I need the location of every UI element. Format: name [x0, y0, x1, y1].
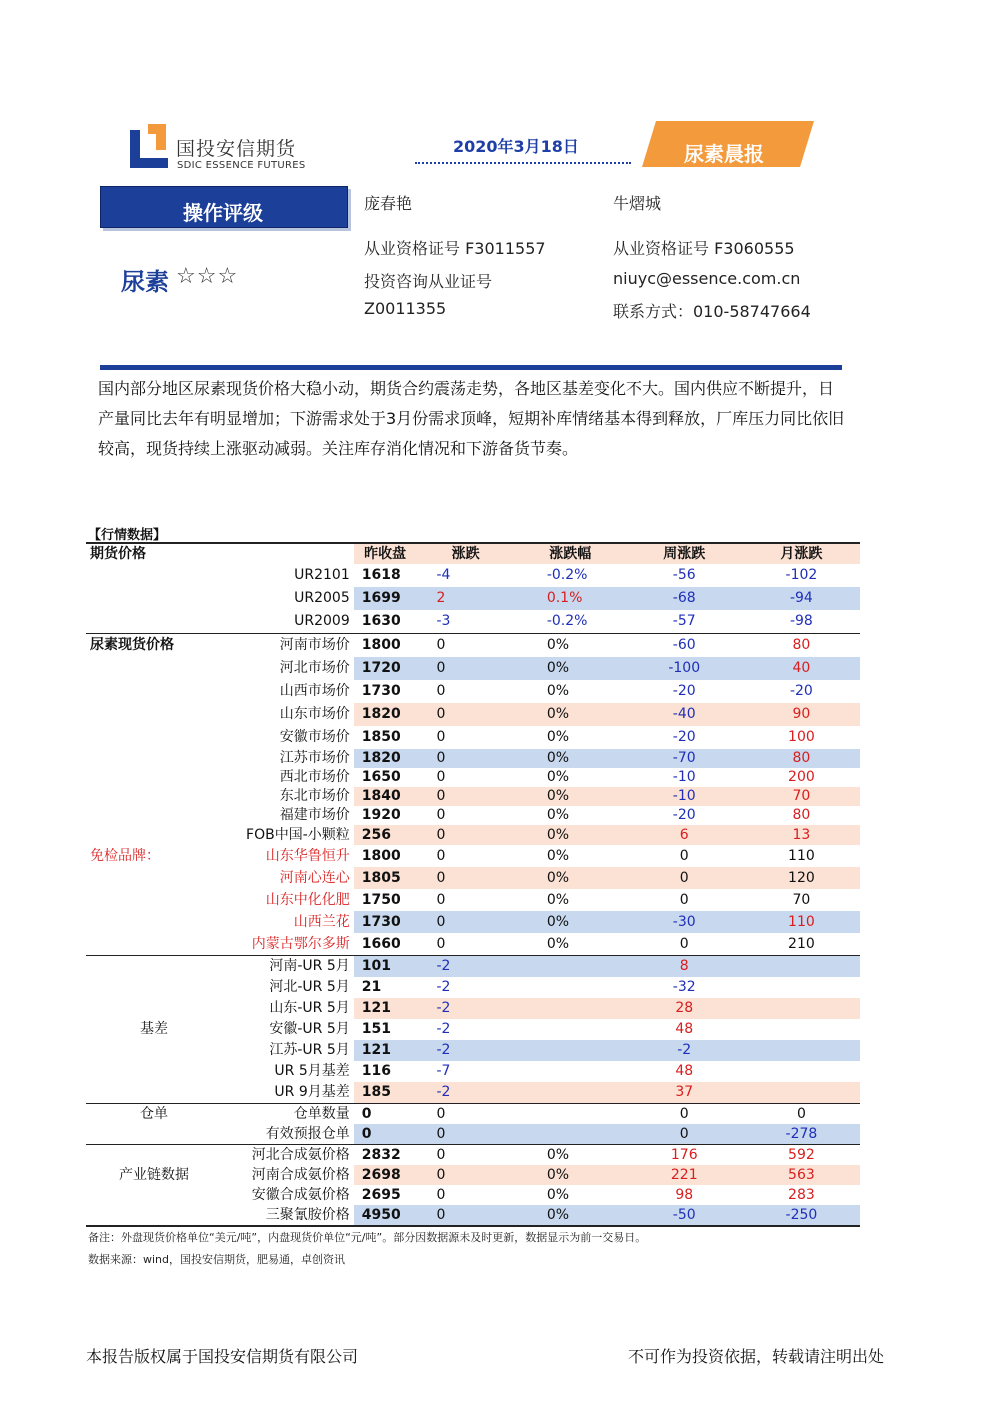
cell-prev: 116 — [361, 1063, 391, 1079]
cell-name: 河南市场价 — [222, 634, 354, 658]
cell-wk: -50 — [626, 1205, 743, 1226]
cell-wk: 98 — [675, 1187, 694, 1203]
cell-mo: 100 — [788, 729, 815, 745]
table-row — [86, 1165, 860, 1185]
cell-name: 山西市场价 — [279, 683, 350, 699]
cell-prev: 1800 — [354, 634, 417, 658]
cell-mo: 0 — [743, 1104, 860, 1125]
cell-wk: -32 — [672, 979, 696, 995]
header-cell: 涨跌 — [417, 543, 515, 564]
cell-chg: 0 — [417, 1104, 515, 1125]
cell-chg: 0 — [436, 807, 446, 823]
cell-grp — [86, 703, 222, 726]
cell-name: 有效预报仓单 — [265, 1126, 350, 1142]
cell-mo — [743, 977, 860, 998]
cell-wk: 0 — [626, 1124, 743, 1145]
cell-name: 安徽合成氨价格 — [251, 1187, 350, 1203]
cell-pct — [515, 1040, 626, 1061]
cell-wk: 48 — [675, 1063, 694, 1079]
table-row — [86, 768, 860, 787]
cell-chg: -2 — [417, 956, 515, 978]
cell-mo: 40 — [743, 657, 860, 680]
rating-stars: ☆☆☆ — [176, 264, 239, 289]
cell-mo: 70 — [743, 787, 860, 806]
table-row — [86, 956, 860, 978]
cell-grp: 产业链数据 — [118, 1167, 189, 1183]
cell-mo — [743, 998, 860, 1019]
summary-text: 国内部分地区尿素现货价格大稳小动，期货合约震荡走势，各地区基差变化不大。国内供应不断提升，日产量同比去年有明显增加；下游需求处于3月份需求顶峰，短期补库情绪基本得到释放，厂库压力同比依旧较高，现货持续上涨驱动减弱。关注库存消化情况和下游备货节奏。 — [98, 379, 845, 458]
cell-wk: -68 — [626, 587, 743, 610]
table-row — [86, 610, 860, 634]
cell-grp — [86, 1124, 222, 1145]
cell-wk: 0 — [679, 848, 689, 864]
cell-prev: 1750 — [361, 892, 401, 908]
cell-grp — [86, 1145, 222, 1166]
footer-copyright: 本报告版权属于国投安信期货有限公司 — [86, 1347, 359, 1366]
cell-chg: 0 — [417, 825, 515, 845]
cell-chg: -7 — [436, 1063, 451, 1079]
analyst2-cert: 从业资格证号 F3060555 — [613, 239, 795, 258]
cell-chg: 0 — [417, 703, 515, 726]
report-title: 尿素晨报 — [684, 142, 764, 166]
cell-wk: -20 — [672, 729, 696, 745]
cell-prev: 1805 — [354, 867, 417, 889]
cell-prev: 2832 — [354, 1145, 417, 1166]
cell-grp: 仓单 — [86, 1104, 222, 1125]
cell-pct: 0% — [515, 1165, 626, 1185]
cell-pct: 0% — [546, 848, 570, 864]
cell-name: 山东市场价 — [279, 706, 350, 722]
cell-wk: 0 — [626, 867, 743, 889]
cell-grp — [86, 610, 222, 634]
cell-grp — [86, 933, 222, 956]
cell-name: 东北市场价 — [279, 788, 350, 804]
cell-name: 安徽-UR 5月 — [269, 1021, 350, 1037]
cell-chg: 0 — [436, 892, 446, 908]
cell-wk: -70 — [626, 749, 743, 768]
cell-pct: 0% — [515, 825, 626, 845]
cell-pct: 0% — [546, 769, 570, 785]
cell-pct: 0% — [515, 749, 626, 768]
cell-name: 山西兰花 — [293, 914, 350, 930]
date-underline — [415, 162, 631, 164]
cell-prev: 1820 — [354, 749, 417, 768]
cell-name: UR 5月基差 — [274, 1063, 350, 1079]
cell-grp — [86, 1082, 222, 1104]
cell-wk: 6 — [626, 825, 743, 845]
cell-grp — [86, 806, 222, 825]
cell-name: 江苏-UR 5月 — [269, 1042, 350, 1058]
cell-name: 福建市场价 — [279, 807, 350, 823]
cell-prev: 1630 — [361, 613, 401, 629]
table-row — [86, 587, 860, 610]
cell-prev: 185 — [354, 1082, 417, 1104]
cell-name: 三聚氰胺价格 — [222, 1205, 354, 1226]
table-row — [86, 1205, 860, 1226]
cell-prev: 4950 — [354, 1205, 417, 1226]
cell-prev: 1650 — [361, 769, 401, 785]
table-note: 备注：外盘现货价格单位“美元/吨”，内盘现货价单位“元/吨”。部分因数据源未及时更新，数据显示为前一交易日。 — [88, 1231, 647, 1244]
cell-prev: 121 — [354, 998, 417, 1019]
cell-chg: 0 — [436, 936, 446, 952]
table-row — [86, 867, 860, 889]
cell-prev: 101 — [354, 956, 417, 978]
cell-name: 河北市场价 — [279, 660, 350, 676]
cell-pct: 0% — [546, 683, 570, 699]
cell-mo — [743, 1082, 860, 1104]
table-row — [86, 1082, 860, 1104]
cell-mo: 563 — [743, 1165, 860, 1185]
cell-name: 河南合成氨价格 — [251, 1167, 350, 1183]
cell-chg: 0 — [417, 867, 515, 889]
cell-chg: 0 — [417, 1124, 515, 1145]
cell-wk: 8 — [626, 956, 743, 978]
cell-wk: 0 — [679, 936, 689, 952]
cell-pct: -0.2% — [546, 613, 588, 629]
cell-mo: 283 — [788, 1187, 815, 1203]
cell-pct: 0% — [515, 634, 626, 658]
cell-chg: 0 — [417, 749, 515, 768]
cell-grp — [86, 680, 222, 703]
cell-wk: -56 — [672, 567, 696, 583]
table-title: 【行情数据】 — [88, 528, 167, 543]
cell-prev: 121 — [354, 1040, 417, 1061]
cell-grp — [86, 749, 222, 768]
cell-mo — [743, 1040, 860, 1061]
footer-disclaimer: 不可作为投资依据，转载请注明出处 — [628, 1347, 885, 1366]
table-row — [86, 703, 860, 726]
analyst1-name: 庞春艳 — [364, 194, 413, 213]
table-row — [86, 564, 860, 587]
cell-name: 山东华鲁恒升 — [265, 848, 350, 864]
cell-wk: -10 — [672, 769, 696, 785]
analyst2-email[interactable]: niuyc@essence.com.cn — [613, 269, 801, 288]
cell-grp — [86, 998, 222, 1019]
cell-pct — [515, 1124, 626, 1145]
cell-mo: 90 — [743, 703, 860, 726]
cell-chg: 0 — [417, 1165, 515, 1185]
table-row — [86, 680, 860, 703]
cell-wk: -40 — [626, 703, 743, 726]
cell-grp — [86, 889, 222, 911]
market-data-table — [86, 542, 860, 1227]
header-cell: 昨收盘 — [354, 543, 417, 564]
cell-prev: 2698 — [354, 1165, 417, 1185]
cell-wk: -20 — [672, 683, 696, 699]
cell-chg: -2 — [417, 998, 515, 1019]
cell-grp — [86, 1185, 222, 1205]
cell-name: 山东中化化肥 — [265, 892, 350, 908]
cell-pct — [515, 998, 626, 1019]
cell-grp — [86, 768, 222, 787]
cell-grp — [86, 726, 222, 749]
cell-mo: -98 — [789, 613, 813, 629]
brand-name-en: SDIC ESSENCE FUTURES — [177, 160, 306, 171]
cell-mo: 120 — [743, 867, 860, 889]
cell-prev: 1800 — [361, 848, 401, 864]
table-row — [86, 911, 860, 933]
cell-grp: 基差 — [139, 1021, 168, 1037]
cell-grp — [86, 867, 222, 889]
cell-name: 河南-UR 5月 — [222, 956, 354, 978]
cell-name: FOB中国-小颗粒 — [246, 827, 350, 843]
product-name: 尿素 — [121, 268, 169, 296]
cell-pct: 0% — [546, 892, 570, 908]
cell-grp: 尿素现货价格 — [86, 634, 222, 658]
cell-mo: -250 — [743, 1205, 860, 1226]
cell-grp — [86, 587, 222, 610]
cell-chg: 0 — [436, 729, 446, 745]
cell-prev: 1660 — [361, 936, 401, 952]
cell-pct: 0% — [515, 657, 626, 680]
cell-wk: 28 — [626, 998, 743, 1019]
cell-mo: 80 — [743, 634, 860, 658]
cell-pct — [515, 1104, 626, 1125]
cell-pct: 0% — [515, 703, 626, 726]
cell-mo: 80 — [792, 807, 811, 823]
cell-chg: 0 — [417, 911, 515, 933]
header-cell: 月涨跌 — [743, 543, 860, 564]
cell-name: 山东-UR 5月 — [269, 1000, 350, 1016]
cell-name: 江苏市场价 — [279, 750, 350, 766]
header-cell: 期货价格 — [90, 546, 146, 562]
cell-chg: 0 — [436, 683, 446, 699]
analyst1-cert: 从业资格证号 F3011557 — [364, 239, 546, 258]
cell-name: 安徽市场价 — [279, 729, 350, 745]
cell-mo: -278 — [743, 1124, 860, 1145]
table-header-row — [86, 543, 860, 564]
table-row — [86, 1124, 860, 1145]
table-row — [86, 825, 860, 845]
cell-prev: 1840 — [354, 787, 417, 806]
table-row — [86, 845, 860, 867]
header-cell: 涨跌幅 — [515, 543, 626, 564]
cell-prev: 1699 — [354, 587, 417, 610]
cell-wk: -60 — [626, 634, 743, 658]
cell-name: 河北-UR 5月 — [269, 979, 350, 995]
cell-wk: 0 — [679, 892, 689, 908]
cell-pct — [515, 956, 626, 978]
table-row — [86, 787, 860, 806]
cell-mo — [743, 956, 860, 978]
cell-grp — [86, 911, 222, 933]
cell-name: UR2005 — [294, 590, 350, 606]
cell-mo: 13 — [743, 825, 860, 845]
cell-mo: 210 — [788, 936, 815, 952]
cell-wk: 37 — [626, 1082, 743, 1104]
cell-chg: 0 — [436, 1187, 446, 1203]
cell-prev: 1730 — [361, 683, 401, 699]
table-row — [86, 634, 860, 658]
cell-pct: 0% — [515, 1205, 626, 1226]
cell-prev: 1730 — [354, 911, 417, 933]
cell-pct: 0% — [546, 1187, 570, 1203]
cell-wk: -30 — [626, 911, 743, 933]
table-row — [86, 1061, 860, 1082]
cell-prev: 21 — [361, 979, 382, 995]
cell-chg: 0 — [417, 1205, 515, 1226]
cell-pct — [515, 1019, 626, 1040]
cell-grp — [86, 787, 222, 806]
cell-pct: 0% — [546, 936, 570, 952]
cell-mo: -102 — [785, 567, 818, 583]
cell-grp — [86, 564, 222, 587]
cell-name: UR2009 — [294, 613, 350, 629]
table-row — [86, 1185, 860, 1205]
table-row — [86, 726, 860, 749]
cell-prev: 0 — [354, 1104, 417, 1125]
table-row — [86, 1040, 860, 1061]
brand-name-cn: 国投安信期货 — [176, 138, 297, 160]
cell-mo: -94 — [743, 587, 860, 610]
table-row — [86, 1145, 860, 1166]
cell-chg: -3 — [436, 613, 451, 629]
table-row — [86, 998, 860, 1019]
cell-wk: 221 — [626, 1165, 743, 1185]
header-cell — [222, 543, 354, 564]
cell-wk: -10 — [626, 787, 743, 806]
cell-grp — [86, 657, 222, 680]
cell-pct — [515, 1082, 626, 1104]
table-row — [86, 749, 860, 768]
cell-grp — [86, 1040, 222, 1061]
cell-grp — [86, 977, 222, 998]
cell-grp: 免检品牌： — [90, 848, 160, 864]
cell-prev: 2695 — [361, 1187, 401, 1203]
table-row — [86, 1019, 860, 1040]
cell-chg: -2 — [436, 979, 451, 995]
analyst1-consult-no: Z0011355 — [364, 299, 447, 318]
cell-name: UR2101 — [294, 567, 350, 583]
cell-pct — [515, 1061, 626, 1082]
cell-prev: 256 — [354, 825, 417, 845]
cell-chg: 0 — [417, 657, 515, 680]
cell-wk: 176 — [626, 1145, 743, 1166]
cell-pct: 0.1% — [515, 587, 626, 610]
cell-wk: 48 — [675, 1021, 694, 1037]
cell-pct: 0% — [515, 911, 626, 933]
cell-chg: 0 — [436, 848, 446, 864]
cell-prev: 151 — [361, 1021, 391, 1037]
cell-mo: 200 — [788, 769, 815, 785]
cell-grp — [86, 1061, 222, 1082]
cell-mo: -20 — [789, 683, 813, 699]
cell-pct: 0% — [515, 1145, 626, 1166]
cell-prev: 1920 — [361, 807, 401, 823]
cell-wk: -57 — [672, 613, 696, 629]
cell-prev: 1820 — [354, 703, 417, 726]
cell-wk: -100 — [626, 657, 743, 680]
report-date: 2020年3月18日 — [453, 137, 579, 156]
cell-chg: -2 — [417, 1040, 515, 1061]
cell-pct: 0% — [515, 867, 626, 889]
rating-label: 操作评级 — [183, 201, 263, 225]
cell-chg: 0 — [436, 769, 446, 785]
cell-mo: 70 — [792, 892, 811, 908]
cell-wk: 0 — [626, 1104, 743, 1125]
cell-mo: 110 — [788, 848, 815, 864]
cell-mo: 80 — [743, 749, 860, 768]
cell-chg: -2 — [436, 1021, 451, 1037]
cell-chg: 2 — [417, 587, 515, 610]
cell-name: 内蒙古鄂尔多斯 — [251, 936, 350, 952]
cell-chg: 0 — [417, 787, 515, 806]
cell-pct: 0% — [546, 729, 570, 745]
cell-mo: 592 — [743, 1145, 860, 1166]
cell-chg: 0 — [417, 634, 515, 658]
cell-prev: 1720 — [354, 657, 417, 680]
cell-name: 仓单数量 — [222, 1104, 354, 1125]
cell-pct: -0.2% — [546, 567, 588, 583]
cell-grp — [86, 825, 222, 845]
cell-wk: -20 — [672, 807, 696, 823]
cell-chg: 0 — [417, 1145, 515, 1166]
data-source: 数据来源：wind，国投安信期货，肥易通，卓创资讯 — [88, 1253, 346, 1266]
analyst1-consult-label: 投资咨询从业证号 — [364, 272, 493, 291]
section-divider — [100, 365, 842, 370]
cell-prev: 0 — [354, 1124, 417, 1145]
analyst2-name: 牛熠城 — [613, 194, 662, 213]
cell-mo — [743, 1061, 860, 1082]
cell-chg: -4 — [436, 567, 451, 583]
cell-prev: 1850 — [361, 729, 401, 745]
table-row — [86, 657, 860, 680]
table-row — [86, 1104, 860, 1125]
cell-name: UR 9月基差 — [274, 1084, 350, 1100]
table-row — [86, 889, 860, 911]
table-row — [86, 933, 860, 956]
cell-pct: 0% — [546, 807, 570, 823]
table-row — [86, 806, 860, 825]
cell-name: 河南心连心 — [279, 870, 350, 886]
header-cell: 周涨跌 — [626, 543, 743, 564]
cell-mo — [743, 1019, 860, 1040]
table-row — [86, 977, 860, 998]
cell-pct — [515, 977, 626, 998]
cell-chg: -2 — [417, 1082, 515, 1104]
cell-mo: 110 — [743, 911, 860, 933]
cell-wk: -2 — [626, 1040, 743, 1061]
cell-grp — [86, 956, 222, 978]
cell-pct: 0% — [515, 787, 626, 806]
cell-grp — [86, 1205, 222, 1226]
cell-prev: 1618 — [361, 567, 401, 583]
cell-name: 河北合成氨价格 — [222, 1145, 354, 1166]
cell-name: 西北市场价 — [279, 769, 350, 785]
analyst2-contact: 联系方式：010-58747664 — [613, 302, 811, 321]
